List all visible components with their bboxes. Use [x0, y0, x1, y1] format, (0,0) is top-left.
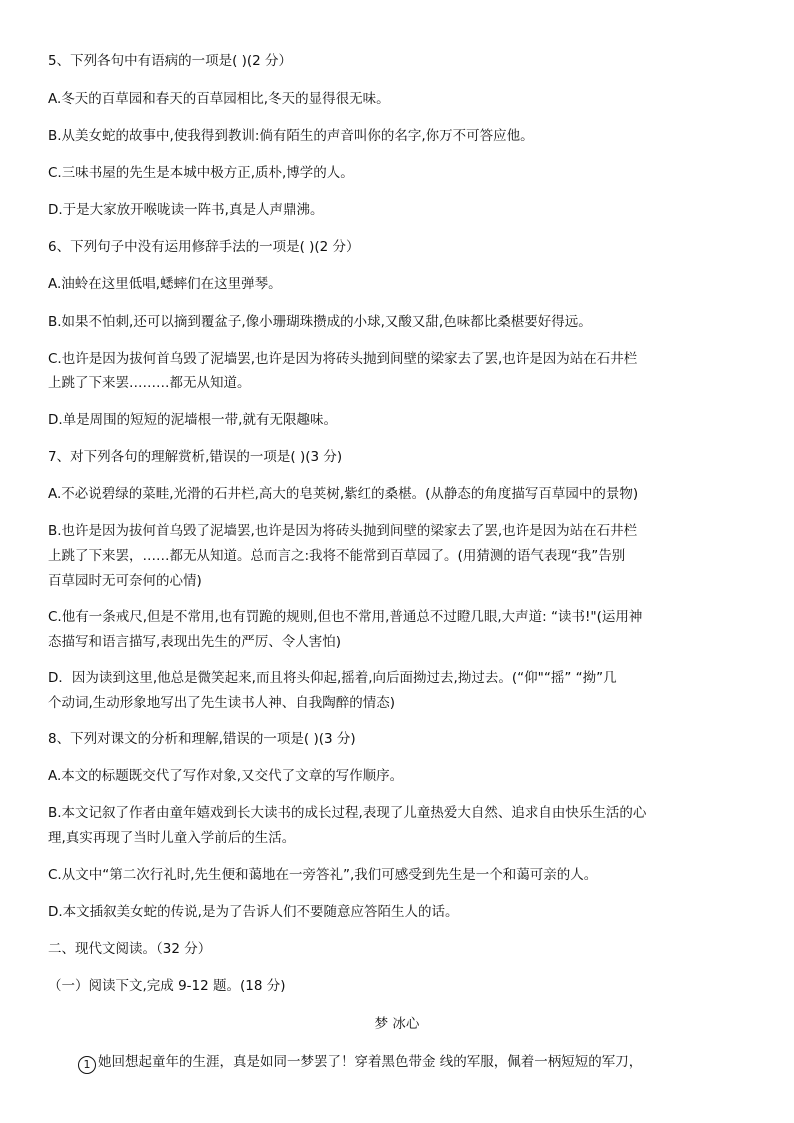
q8-option-a: A.本文的标题既交代了写作对象,又交代了文章的写作顺序。 — [48, 768, 404, 784]
q6-option-a: A.油蛉在这里低唱,蟋蟀们在这里弹琴。 — [48, 276, 282, 292]
paragraph-text: 她回想起童年的生涯，真是如同一梦罢了！穿着黑色带金 线的军服，佩着一柄短短的军刀， — [98, 1054, 643, 1070]
section-heading: 二、现代文阅读。（32 分） — [48, 941, 212, 957]
q5-option-d: D.于是大家放开喉咙读一阵书,真是人声鼎沸。 — [48, 202, 324, 218]
q5-option-b: B.从美女蛇的故事中,使我得到教训:倘有陌生的声音叫你的名字,你万不可答应他。 — [48, 128, 534, 144]
q7-option-b-line3: 百草园时无可奈何的心情) — [48, 573, 202, 589]
q6-option-c-line1: C.也许是因为拔何首乌毁了泥墙罢,也许是因为将砖头抛到间壁的梁家去了罢,也许是因为站在石井栏 — [48, 351, 638, 367]
q7-option-c-line1: C.他有一条戒尺,但是不常用,也有罚跪的规则,但也不常用,普通总不过瞪几眼,大声道: “读书!"(运用神 — [48, 609, 643, 625]
q8-option-b-line1: B.本文记叙了作者由童年嬉戏到长大读书的成长过程,表现了儿童热爱大自然、追求自由快乐生活的心 — [48, 805, 647, 821]
q8-option-c: C.从文中“第二次行礼时,先生便和蔼地在一旁答礼”,我们可感受到先生是一个和蔼可亲的人。 — [48, 867, 598, 883]
q7-stem: 7、对下列各句的理解赏析,错误的一项是( )(3 分) — [48, 449, 343, 465]
q5-option-a: A.冬天的百草园和春天的百草园相比,冬天的显得很无味。 — [48, 91, 390, 107]
q6-option-b: B.如果不怕刺,还可以摘到覆盆子,像小珊瑚珠攒成的小球,又酸又甜,色味都比桑椹要好得远。 — [48, 314, 592, 330]
q7-option-c-line2: 态描写和语言描写,表现出先生的严厉、令人害怕) — [48, 634, 342, 650]
q7-option-b-line1: B.也许是因为拔何首乌毁了泥墙罢,也许是因为将砖头抛到间壁的梁家去了罢,也许是因为站在石井栏 — [48, 523, 638, 539]
q8-stem: 8、下列对课文的分析和理解,错误的一项是( )(3 分) — [48, 731, 356, 747]
reading-instruction: （一）阅读下文,完成 9-12 题。(18 分) — [48, 978, 286, 994]
q8-option-b-line2: 理,真实再现了当时儿童入学前后的生活。 — [48, 830, 296, 846]
passage-paragraph-1 — [78, 1053, 758, 1074]
q6-option-d: D.单是周围的短短的泥墙根一带,就有无限趣味。 — [48, 412, 337, 428]
q7-option-b-line2: 上跳了下来罢，……都无从知道。总而言之:我将不能常到百草园了。(用猜测的语气表现“我”告别 — [48, 548, 626, 564]
q7-option-d-line2: 个动词,生动形象地写出了先生读书人神、自我陶醉的情态) — [48, 695, 396, 711]
q6-stem: 6、下列句子中没有运用修辞手法的一项是( )(2 分） — [48, 239, 360, 255]
q5-option-c: C.三味书屋的先生是本城中极方正,质朴,博学的人。 — [48, 165, 354, 181]
paragraph-number-badge: 1 — [78, 1056, 96, 1074]
q7-option-a: A.不必说碧绿的菜畦,光滑的石井栏,高大的皂荚树,紫红的桑椹。(从静态的角度描写百草园中的景物) — [48, 486, 639, 502]
q7-option-d-line1: D．因为读到这里,他总是微笑起来,而且将头仰起,摇着,向后面拗过去,拗过去。(“仰"“摇” “拗”几 — [48, 670, 617, 686]
passage-title: 梦 冰心 — [374, 1016, 420, 1032]
q5-stem: 5、下列各句中有语病的一项是( )(2 分） — [48, 53, 293, 69]
q8-option-d: D.本文插叙美女蛇的传说,是为了告诉人们不要随意应答陌生人的话。 — [48, 904, 459, 920]
q6-option-c-line2: 上跳了下来罢………都无从知道。 — [48, 375, 251, 391]
